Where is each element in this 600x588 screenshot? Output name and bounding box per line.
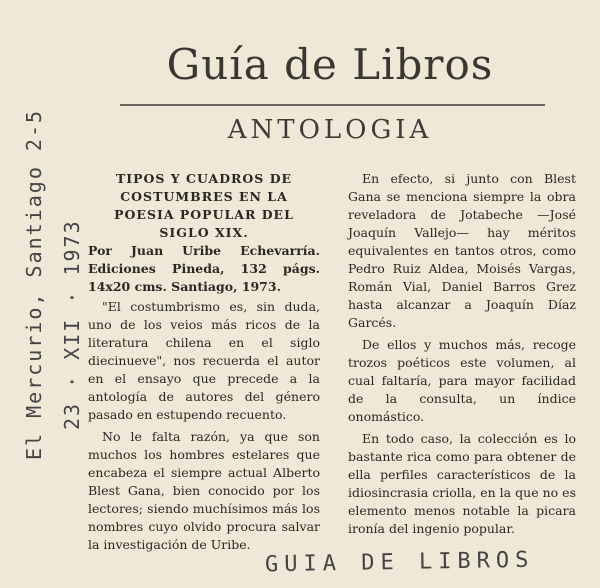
review-paragraph: En efecto, si junto con Blest Gana se menciona siempre la obra reveladora de Jotabeche —José Joaquín Vallejo— hay méritos equivalentes en tantos otros, como Pedro Ruiz Aldea, Moisés Vargas, Román Vial, Daniel Barros Grez hasta alcanzar a Joaquín Díaz Garcés. xyxy=(348,171,576,330)
masthead-title: Guía de Libros xyxy=(166,40,494,89)
right-column xyxy=(348,170,576,542)
section-heading: ANTOLOGIA xyxy=(227,115,433,145)
review-paragraph: "El costumbrismo es, sin duda, uno de los veios más ricos de la literatura chilena en el siglo diecinueve", nos recuerda el autor en el ensayo que precede a la antología de autores del género pasado en estupendo recuento. xyxy=(88,299,320,422)
book-title: TIPOS Y CUADROS DE COSTUMBRES EN LA POESIA POPULAR DEL SIGLO XIX. xyxy=(114,171,294,240)
masthead-rule xyxy=(120,104,545,106)
review-paragraph: No le falta razón, ya que son muchos los hombres estelares que encabeza el siempre actual Alberto Blest Gana, bien conocido por los lectores; siendo muchísimos más los nombres cuyo olvido procura salvar la investigación de Uribe. xyxy=(88,429,320,552)
review-paragraph: En todo caso, la colección es lo bastante rica como para obtener de ella perfiles característicos de la idiosincrasia criolla, en la que no es elemento menos notable la picara ironía del ingenio popular. xyxy=(348,431,576,536)
left-column xyxy=(88,170,320,558)
review-paragraph: De ellos y muchos más, recoge trozos poéticos este volumen, al cual faltaría, para mayor facilidad de la consulta, un índice onomástico. xyxy=(348,337,576,424)
handwritten-source-note: El Mercurio, Santiago 2-5 xyxy=(22,108,46,460)
book-meta: Por Juan Uribe Echevarría. Ediciones Pineda, 132 págs. 14x20 cms. Santiago, 1973. xyxy=(88,243,320,294)
handwritten-footer-note: GUIA DE LIBROS xyxy=(264,547,535,578)
handwritten-date-note: 23 · XII · 1973 xyxy=(60,219,84,430)
